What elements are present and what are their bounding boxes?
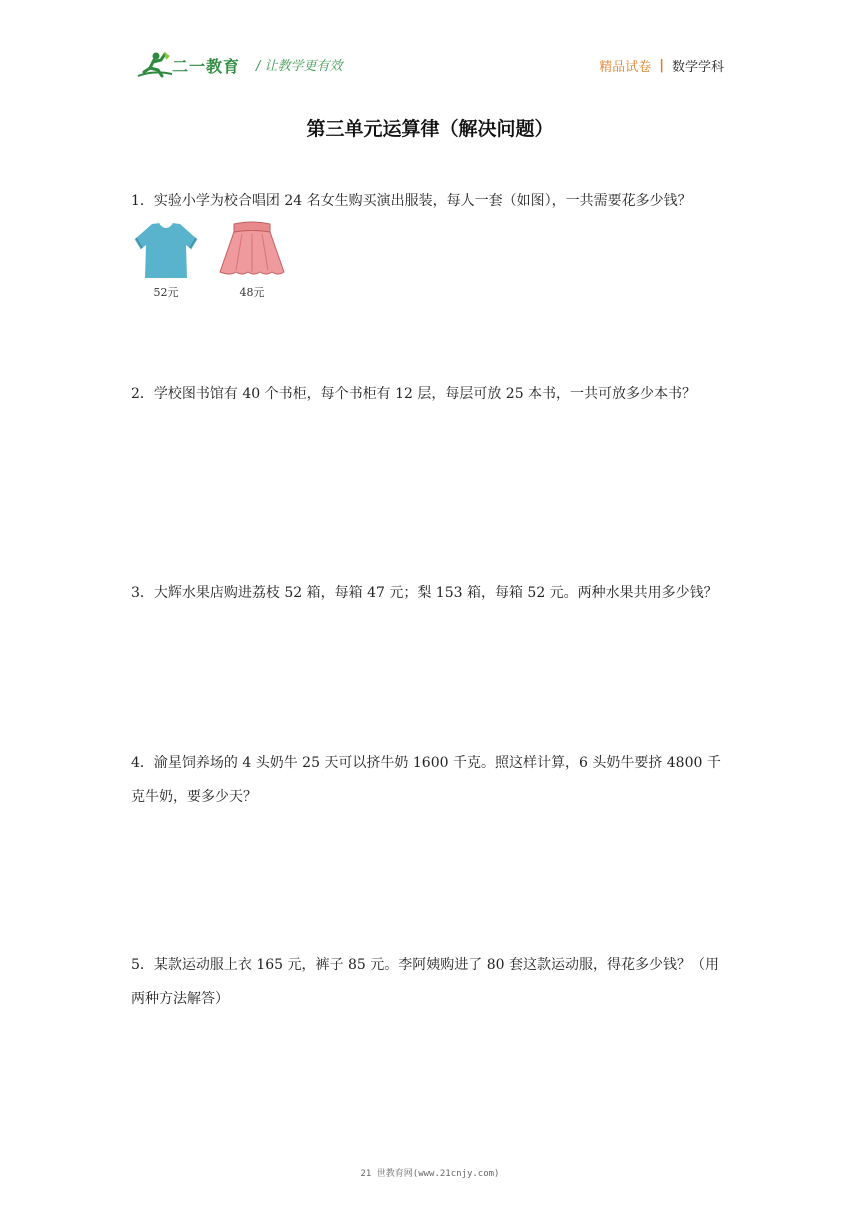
skirt-figure [216, 220, 288, 299]
page-footer: 21 世教育网(www.21cnjy.com) [360, 1169, 500, 1179]
skirt-price: 48元 [239, 286, 265, 299]
shirt-figure [130, 220, 202, 299]
brand-slogan: / 让教学更有效 [256, 59, 343, 74]
header-divider [132, 82, 730, 83]
header-separator: | [659, 58, 664, 73]
question-4: 4．渝星饲养场的 4 头奶牛 25 天可以挤牛奶 1600 千克。照这样计算，6 头奶牛要挤 4800 千克牛奶，要多少天？ [131, 755, 721, 805]
header-tags [599, 56, 724, 75]
premium-label: 精品试卷 [599, 60, 652, 75]
subject-label: 数学学科 [671, 60, 724, 75]
skirt-icon [216, 220, 288, 282]
question-1: 1．实验小学为校合唱团 24 名女生购买演出服装，每人一套（如图），一共需要花多少钱？ [131, 193, 692, 209]
brand-name: 二一教育 [172, 57, 241, 76]
shirt-icon [130, 220, 202, 282]
page-header [0, 0, 860, 90]
question-2: 2．学校图书馆有 40 个书柜，每个书柜有 12 层，每层可放 25 本书，一共可放多少本书？ [131, 386, 697, 402]
shirt-price: 52元 [153, 286, 179, 299]
question-5: 5．某款运动服上衣 165 元，裤子 85 元。李阿姨购进了 80 套这款运动服，得花多少钱？（用两种方法解答） [131, 957, 719, 1007]
page-title: 第三单元运算律（解决问题） [306, 118, 554, 140]
question-3: 3．大辉水果店购进荔枝 52 箱，每箱 47 元；梨 153 箱，每箱 52 元。两种水果共用多少钱？ [131, 585, 718, 601]
